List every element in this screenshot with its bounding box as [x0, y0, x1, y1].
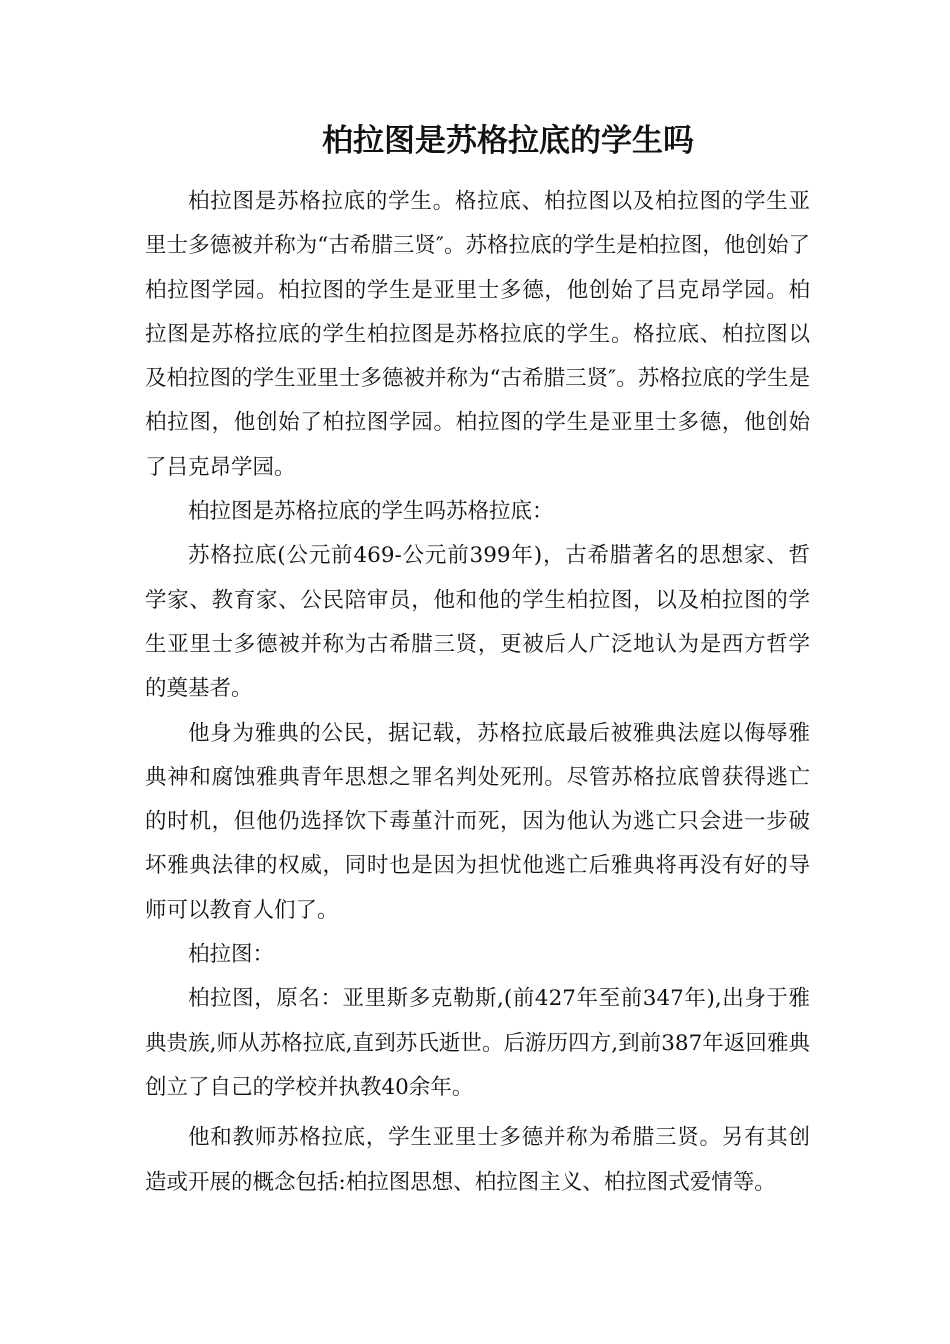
paragraph-plato-bio: 柏拉图，原名：亚里斯多克勒斯,(前427年至前347年),出身于雅典贵族,师从苏格拉底,直到苏氏逝世。后游历四方,到前387年返回雅典创立了自己的学校并执教40余年。 — [145, 986, 810, 1100]
paragraph-intro: 柏拉图是苏格拉底的学生。格拉底、柏拉图以及柏拉图的学生亚里士多德被并称为“古希腊三贤″。苏格拉底的学生是柏拉图，他创始了柏拉图学园。柏拉图的学生是亚里士多德，他创始了吕克昂学园。柏拉图是苏格拉底的学生柏拉图是苏格拉底的学生。格拉底、柏拉图以及柏拉图的学生亚里士多德被并称为“古希腊三贤″。苏格拉底的学生是柏拉图，他创始了柏拉图学园。柏拉图的学生是亚里士多德，他创始了吕克昂学园。 — [145, 189, 810, 480]
paragraph-socrates-heading: 柏拉图是苏格拉底的学生吗苏格拉底： — [188, 499, 554, 525]
paragraph-socrates-death: 他身为雅典的公民，据记载，苏格拉底最后被雅典法庭以侮辱雅典神和腐蚀雅典青年思想之罪名判处死刑。尽管苏格拉底曾获得逃亡的时机，但他仍选择饮下毒堇汁而死，因为他认为逃亡只会进一步破坏雅典法律的权威，同时也是因为担忧他逃亡后雅典将再没有好的导师可以教育人们了。 — [145, 720, 810, 923]
paragraph-plato-legacy: 他和教师苏格拉底，学生亚里士多德并称为希腊三贤。另有其创造或开展的概念包括:柏拉图思想、柏拉图主义、柏拉图式爱情等。 — [145, 1125, 810, 1195]
paragraph-socrates-bio: 苏格拉底(公元前469-公元前399年)，古希腊著名的思想家、哲学家、教育家、公民陪审员，他和他的学生柏拉图，以及柏拉图的学生亚里士多德被并称为古希腊三贤，更被后人广泛地认为是西方哲学的奠基者。 — [145, 543, 810, 702]
paragraph-plato-heading: 柏拉图： — [188, 942, 275, 968]
document-body — [145, 180, 810, 1205]
document-title: 柏拉图是苏格拉底的学生吗 — [322, 123, 694, 159]
